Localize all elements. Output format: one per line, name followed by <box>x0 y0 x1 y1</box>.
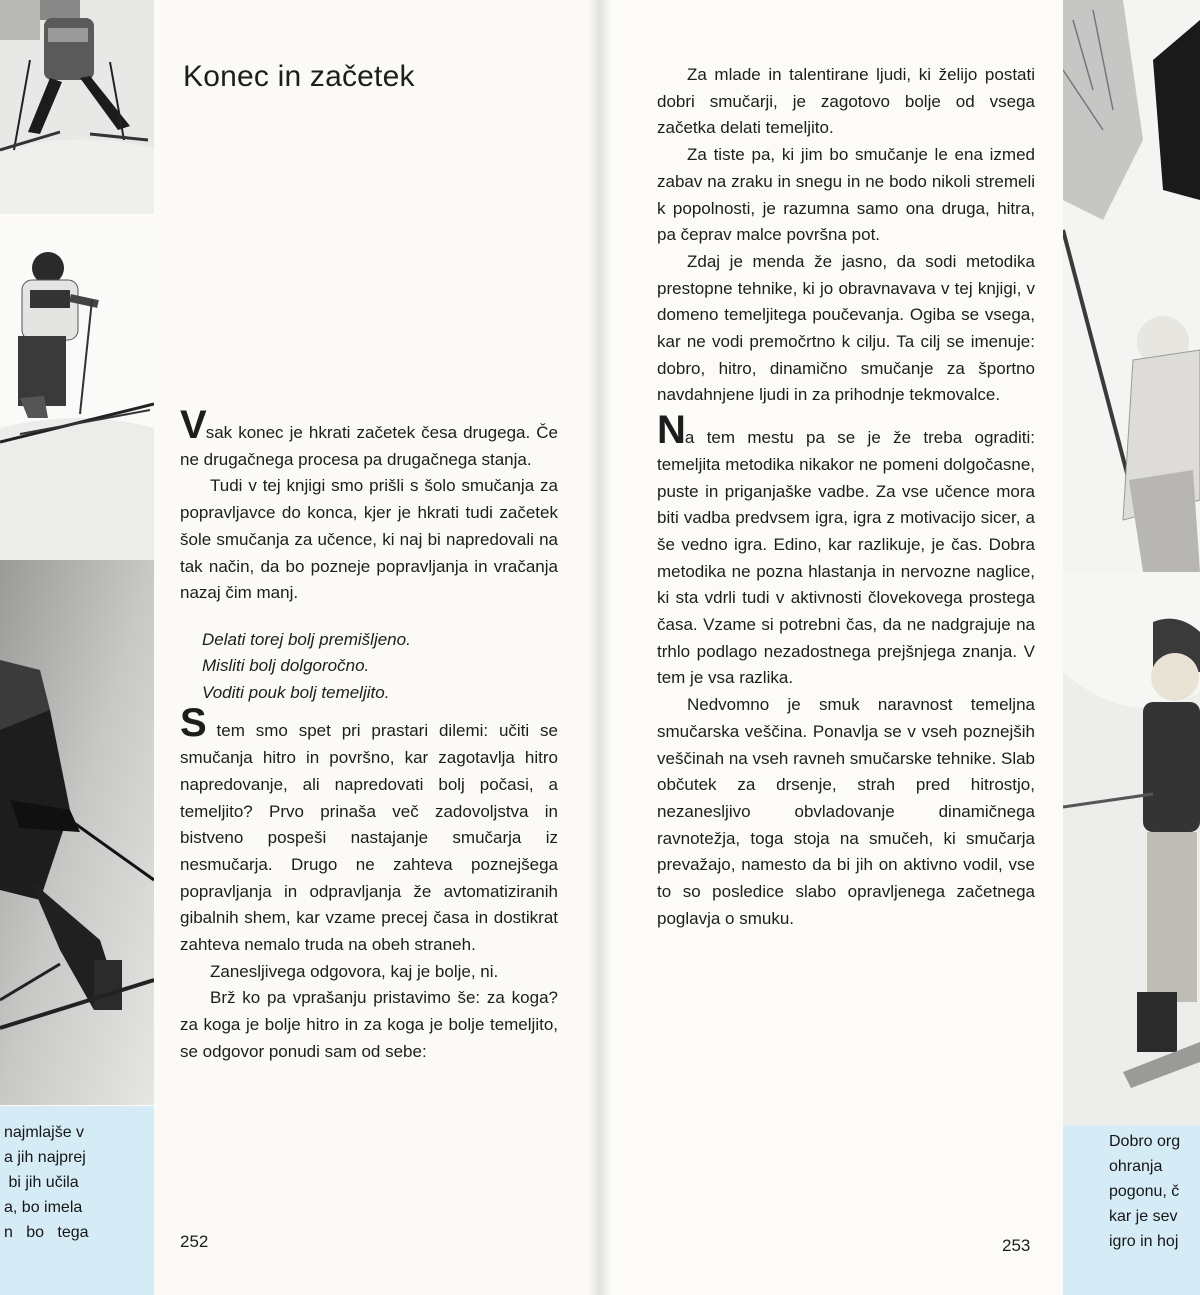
paragraph <box>180 959 558 986</box>
paragraph-text: Za mlade in talentirane ljudi, ki želijo postati dobri smučarji, je zagotovo bolje od vsega začetka delati temeljito. <box>657 65 1035 138</box>
paragraph <box>180 403 558 473</box>
photo-child-skier-hat <box>1063 572 1200 1125</box>
paragraph <box>657 249 1035 409</box>
photo-skier-child-top <box>0 0 154 214</box>
italic-quote <box>202 627 558 707</box>
paragraph-text: tem smo spet pri prastari dilemi: učiti se smučanja hitro in površno, kar zagotavlja hitro napredovanje, ali napredovati bolj počasi, a temeljito? Prvo prinaša več zadovoljstva in bistveno pospeši nastajanje smučarja iz nesmučarja. Drugo ne zahteva poznejšega popravljanja in odpravljanja že avtomatiziranih gibalnih shem, kar vzame precej časa in dostikrat zahteva nemalo truda na obeh straneh. <box>180 721 558 955</box>
paragraph <box>180 473 558 607</box>
paragraph <box>657 692 1035 932</box>
paragraph <box>657 62 1035 142</box>
chapter-title: Konec in začetek <box>183 60 415 93</box>
page-number-left: 252 <box>180 1232 209 1251</box>
italic-line: Delati torej bolj premišljeno. <box>202 629 411 649</box>
paragraph-text: Tudi v tej knjigi smo prišli s šolo smučanja za popravljavce do konca, kjer je hkrati tudi začetek šole smučanja za učence, ki naj bi napredovali na tak način, da bo pozneje popravljanja in vračanja nazaj čim manj. <box>180 476 558 603</box>
caption-line: n bo tega <box>4 1224 89 1241</box>
paragraph <box>657 142 1035 249</box>
paragraph <box>657 408 1035 692</box>
caption-line: ohranja <box>1109 1158 1163 1175</box>
book-gutter <box>588 0 612 1295</box>
paragraph-text: Nedvomno je smuk naravnost temeljna smučarska veščina. Ponavlja se v vseh poznejših veščinah na vseh ravneh smučarske tehnike. Slab občutek za drsenje, strah pred hitrostjo, nezanesljivo obvladovanje dinamičnega ravnotežja, toga stoja na smučeh, ki smučarja prevažajo, namesto da bi jih on aktivno vodil, vse to so posledice slabo opravljenega začetnega poglavja o smuku. <box>657 695 1035 928</box>
italic-line: Voditi pouk bolj temeljito. <box>202 682 390 702</box>
paragraph-text: a tem mestu pa se je že treba ograditi: temeljita metodika nikakor ne pomeni dolgočasne, puste in priganjaške vadbe. Za vse učence mora biti vadba predvsem igra, igra z motivacijo sicer, a še vedno igra. Edino, kar razlikuje, je čas. Dobra metodika ne pozna hlastanja in nervozne naglice, ki sta vdrli tudi v aktivnosti človekovega prostega časa. Vzame si potrebni čas, da ne nadgrajuje na trhlo podlago nezadostnega prejšnjega znanja. V tem je vsa razlika. <box>657 428 1035 688</box>
photo-skier-child-bottom <box>0 560 154 1105</box>
caption-line: kar je sev <box>1109 1208 1178 1225</box>
right-text-column <box>657 62 1035 933</box>
paragraph-text: Za tiste pa, ki jim bo smučanje le ena izmed zabav na zraku in snegu in ne bodo nikoli stremeli k popolnosti, je razumna samo ona druga, hitra, pa čeprav malce površna pot. <box>657 145 1035 245</box>
caption-line: Dobro org <box>1109 1133 1181 1150</box>
paragraph <box>180 701 558 958</box>
caption-line: bi jih učila <box>4 1174 79 1191</box>
caption-line: najmlajše v <box>4 1124 85 1141</box>
drop-cap: S <box>180 701 206 746</box>
paragraph-text: Brž ko pa vprašanju pristavimo še: za koga? za koga je bolje hitro in za koga je bolje temeljito, se odgovor ponudi sam od sebe: <box>180 988 558 1061</box>
photo-skier-child-middle <box>0 228 154 560</box>
caption-line: a jih najprej <box>4 1149 86 1166</box>
caption-line: a, bo imela <box>4 1199 83 1216</box>
photo-child-with-stick <box>1063 0 1200 572</box>
caption-line: pogonu, č <box>1109 1183 1180 1200</box>
left-photo-caption <box>0 1106 154 1295</box>
caption-line: igro in hoj <box>1109 1233 1179 1250</box>
italic-line: Misliti bolj dolgoročno. <box>202 656 370 676</box>
paragraph-text: Zdaj je menda že jasno, da sodi metodika prestopne tehnike, ki jo obravnavava v tej knjigi, v domeno temeljitega poučevanja. Ogiba se vsega, kar ne vodi premočrtno k cilju. Ta cilj se imenuje: dobro, hitro, dinamično smučanje za športno navdahnjene ljudi in za prihodnje tekmovalce. <box>657 251 1035 405</box>
paragraph <box>180 985 558 1065</box>
paragraph-text: sak konec je hkrati začetek česa drugega. Če ne drugačnega procesa pa drugačnega stanja. <box>180 423 558 469</box>
right-photo-caption <box>1063 1125 1200 1295</box>
drop-cap: N <box>657 408 685 453</box>
drop-cap: V <box>180 403 206 447</box>
page-number-right: 253 <box>1002 1236 1031 1255</box>
paragraph-text: Zanesljivega odgovora, kaj je bolje, ni. <box>210 961 499 981</box>
left-text-column <box>180 403 558 1066</box>
